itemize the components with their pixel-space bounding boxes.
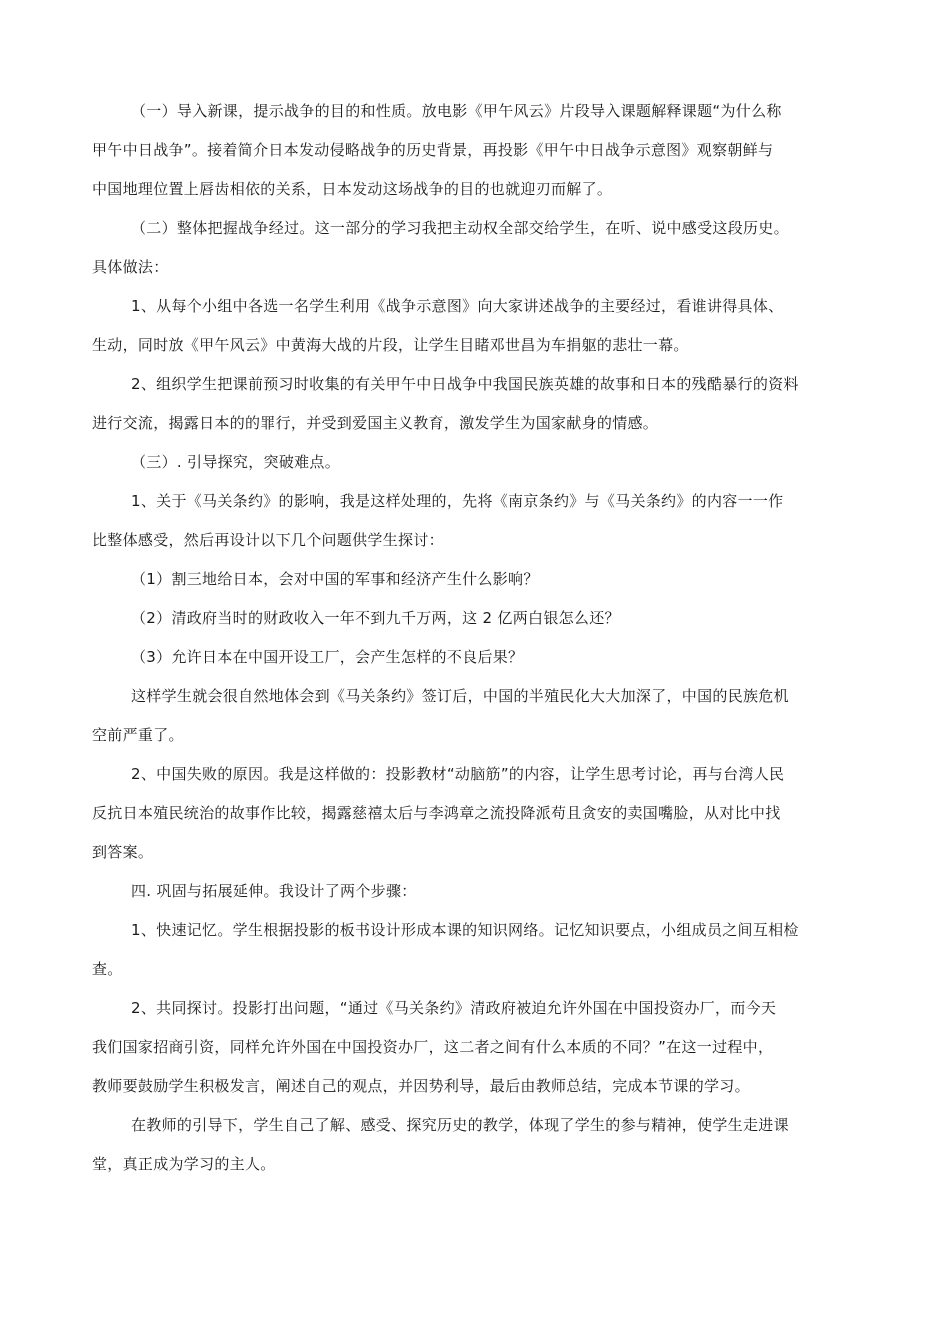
paragraph-4-line-1: 2、组织学生把课前预习时收集的有关甲午中日战争中我国民族英雄的故事和日本的残酷暴行的资料 [131, 375, 799, 393]
paragraph-10-line-1: 在教师的引导下，学生自己了解、感受、探究历史的教学，体现了学生的参与精神，使学生走进课 [131, 1116, 789, 1134]
paragraph-3-line-2: 生动，同时放《甲午风云》中黄海大战的片段，让学生目睹邓世昌为车捐躯的悲壮一幕。 [92, 336, 689, 354]
paragraph-1-line-1: （一）导入新课，提示战争的目的和性质。放电影《甲午风云》片段导入课题解释课题“为什么称 [131, 102, 782, 120]
paragraph-10-line-2: 堂，真正成为学习的主人。 [92, 1155, 276, 1173]
section-3-heading: （三）. 引导探究，突破难点。 [131, 453, 341, 471]
question-2: （2）清政府当时的财政收入一年不到九千万两，这 2 亿两白银怎么还？ [131, 609, 620, 627]
paragraph-7-line-3: 到答案。 [92, 843, 154, 861]
paragraph-2-line-1: （二）整体把握战争经过。这一部分的学习我把主动权全部交给学生，在听、说中感受这段历史。 [131, 219, 789, 237]
section-4-heading: 四. 巩固与拓展延伸。我设计了两个步骤： [131, 882, 417, 900]
paragraph-2-line-2: 具体做法： [92, 258, 169, 276]
question-1: （1）割三地给日本，会对中国的军事和经济产生什么影响？ [131, 570, 539, 588]
paragraph-1-line-2: 甲午中日战争”。接着简介日本发动侵略战争的历史背景，再投影《甲午中日战争示意图》观察朝鲜与 [92, 141, 774, 159]
paragraph-6-line-1: 这样学生就会很自然地体会到《马关条约》签订后，中国的半殖民化大大加深了，中国的民族危机 [131, 687, 789, 705]
paragraph-4-line-2: 进行交流，揭露日本的的罪行，并受到爱国主义教育，激发学生为国家献身的情感。 [92, 414, 659, 432]
paragraph-3-line-1: 1、从每个小组中各选一名学生利用《战争示意图》向大家讲述战争的主要经过，看谁讲得具体、 [131, 297, 784, 315]
paragraph-7-line-2: 反抗日本殖民统治的故事作比较，揭露慈禧太后与李鸿章之流投降派苟且贪安的卖国嘴脸，从对比中找 [92, 804, 781, 822]
paragraph-6-line-2: 空前严重了。 [92, 726, 184, 744]
question-3: （3）允许日本在中国开设工厂，会产生怎样的不良后果？ [131, 648, 524, 666]
paragraph-7-line-1: 2、中国失败的原因。我是这样做的：投影教材“动脑筋”的内容，让学生思考讨论，再与台湾人民 [131, 765, 785, 783]
paragraph-9-line-2: 我们国家招商引资，同样允许外国在中国投资办厂，这二者之间有什么本质的不同？”在这一过程中， [92, 1038, 774, 1056]
paragraph-9-line-3: 教师要鼓励学生积极发言，阐述自己的观点，并因势利导，最后由教师总结，完成本节课的学习。 [92, 1077, 750, 1095]
paragraph-5-line-1: 1、关于《马关条约》的影响，我是这样处理的，先将《南京条约》与《马关条约》的内容一一作 [131, 492, 784, 510]
paragraph-1-line-3: 中国地理位置上唇齿相依的关系，日本发动这场战争的目的也就迎刃而解了。 [92, 180, 613, 198]
paragraph-5-line-2: 比整体感受，然后再设计以下几个问题供学生探讨： [92, 531, 444, 549]
paragraph-9-line-1: 2、共同探讨。投影打出问题，“通过《马关条约》清政府被迫允许外国在中国投资办厂，而今天 [131, 999, 777, 1017]
paragraph-8-line-1: 1、快速记忆。学生根据投影的板书设计形成本课的知识网络。记忆知识要点，小组成员之间互相检 [131, 921, 799, 939]
paragraph-8-line-2: 查。 [92, 960, 123, 978]
